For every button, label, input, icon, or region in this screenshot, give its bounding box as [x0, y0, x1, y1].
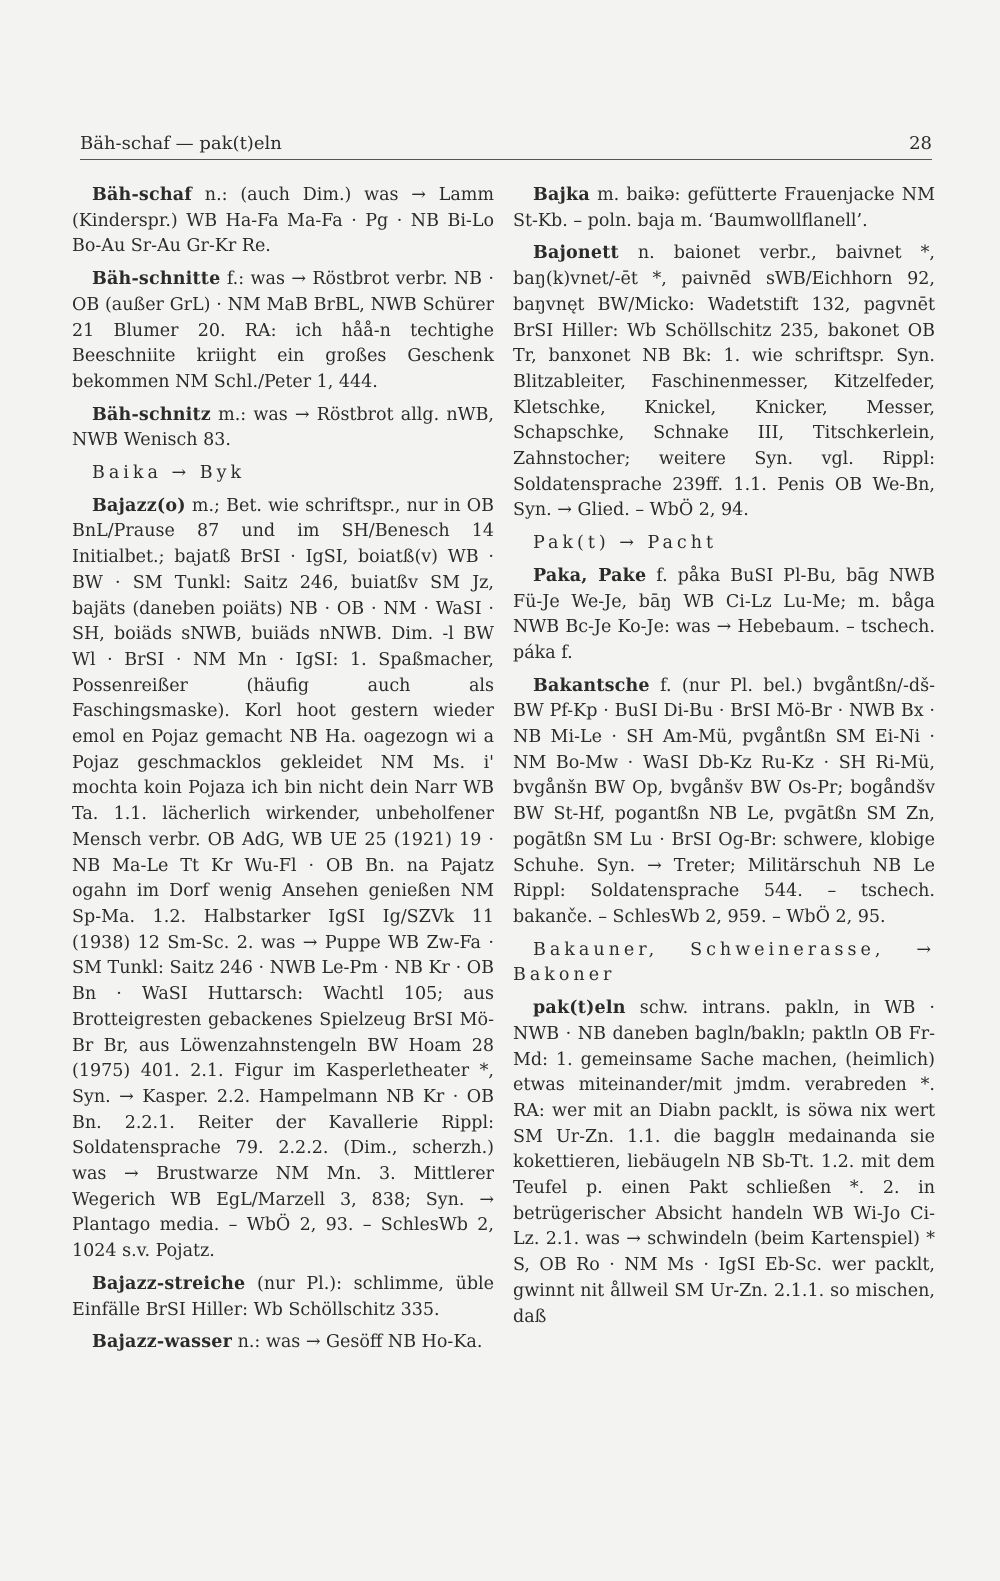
entry-headword: Bajazz-streiche [92, 1273, 246, 1294]
entry [513, 996, 935, 1330]
entry-headword: Bäh-schnitte [92, 269, 221, 290]
entry [72, 403, 494, 454]
entry-headword: Bajazz(o) [92, 495, 186, 516]
entry-text: schw. intrans. pakln, in WB · NWB · NB daneben bagln/bakln; paktln OB Fr-Md: 1. gemeinsame Sache machen, (heimlich) etwas miteinander/mit jmdm. verabreden *. RA: wer mit an Diabn packlt, is söwa nix wert SM Ur-Zn. 1.1. die bagglн medainanda sie kokettieren, liebäugeln NB Sb-Tt. 1.2. mit dem Teufel p. einen Pakt schließen *. 2. in betrügerischer Absicht handeln WB Wi-Jo Ci-Lz. 2.1. was → schwindeln (beim Kartenspiel) * S, OB Ro · NM Ms · IgSI Eb-Sc. wer packlt, gwinnt nit ållweil SM Ur-Zn. 2.1.1. so mischen, daß [513, 998, 935, 1327]
page-number: 28 [909, 133, 932, 154]
entry [72, 1330, 494, 1356]
entry-text: f. (nur Pl. bel.) bvgåntßn/-dš- BW Pf-Kp · BuSI Di-Bu · BrSI Mö-Br · NWB Bx · NB Mi-Le · SH Am-Mü, pvgåntßn SM Ei-Ni · NM Bo-Mw · WaSI Db-Kz Ru-Kz · SH Ri-Mü, bvgånšn BW Op, bvgånšv BW Os-Pr; bogåndšv BW St-Hf, pogantßn NB Le, pvgātßn SM Zn, pogātßn SM Lu · BrSI Og-Br: schwere, klobige Schuhe. Syn. → Treter; Militärschuh NB Le Rippl: Soldatensprache 544. – tschech. bakanče. – SchlesWb 2, 959. – WbÖ 2, 95. [513, 675, 935, 927]
entry-text: n.: (auch Dim.) was → Lamm (Kinderspr.) WB Ha-Fa Ma-Fa · Pg · NB Bi-Lo Bo-Au Sr-Au Gr-Kr Re. [72, 185, 494, 257]
entry-headword: Bäh-schnitz [92, 404, 211, 425]
cross-reference [513, 938, 935, 989]
entry-headword: Bäh-schaf [92, 185, 193, 205]
entry-text: m.; Bet. wie schriftspr., nur in OB BnL/Prause 87 und im SH/Benesch 14 Initialbet.; bajatß BrSI · IgSI, boiatß(v) WB · BW · SM Tunkl: Saitz 246, buiatßv SM Jz, bajäts (daneben poiäts) NB · OB · NM · WaSI · SH, boiäds sNWB, buiäds nNWB. Dim. -l BW Wl · BrSI · NM Mn · IgSI: 1. Spaßmacher, Possenreißer (häufig auch als Faschingsmaske). Korl hoot gestern wieder emol en Pojaz gemacht NB Ha. oagezogn wi a Pojaz geschmacklos gekleidet NM Ms. i' mochta koin Pojaza ich bin nicht dein Narr WB Ta. 1.1. lächerlich wirkender, unbeholfener Mensch verbr. OB AdG, WB UE 25 (1921) 19 · NB Ma-Le Tt Kr Wu-Fl · OB Bn. na Pajatz ogahn im Dorf wenig Ansehen genießen NM Sp-Ma. 1.2. Halbstarker IgSI Ig/SZVk 11 (1938) 12 Sm-Sc. 2. was → Puppe WB Zw-Fa · SM Tunkl: Saitz 246 · NWB Le-Pm · NB Kr · OB Bn · WaSI Huttarsch: Wachtl 105; aus Brotteigresten gebackenes Spielzeug BrSI Mö-Br Br, aus Löwenzahnstengeln BW Hoam 28 (1975) 401. 2.1. Figur im Kasperletheater *, Syn. → Kasper. 2.2. Hampelmann NB Kr · OB Bn. 2.2.1. Reiter der Kavallerie Rippl: Soldatensprache 79. 2.2.2. (Dim., scherzh.) was → Brustwarze NM Mn. 3. Mittlerer Wegerich WB EgL/Marzell 3, 838; Syn. → Plantago media. – WbÖ 2, 93. – SchlesWb 2, 1024 s.v. Pojatz. [72, 495, 494, 1262]
entry-text: f.: was → Röstbrot verbr. NB · OB (außer GrL) · NM MaB BrBL, NWB Schürer 21 Blumer 20. RA: ich håå-n techtighe Beeschniite kriight ein großes Geschenk bekommen NM Schl./Peter 1, 444. [72, 269, 494, 392]
entry [513, 564, 935, 667]
entry [72, 267, 494, 396]
entry-text: n. baionet verbr., baivnet *, baŋ(k)vnet/-ēt *, paivnēd sWB/Eichhorn 92, baŋvnęt BW/Micko: Wadetstift 132, pagvnēt BrSI Hiller: Wb Schöllschitz 235, bakonet OB Tr, banxonet NB Bk: 1. wie schriftspr. Syn. Blitzableiter, Faschinenmesser, Kitzelfeder, Kletschke, Knickel, Knicker, Messer, Schapschke, Schnake III, Titschkerlein, Zahnstocher; weitere Syn. vgl. Rippl: Soldatensprache 239ff. 1.1. Penis OB We-Bn, Syn. → Glied. – WbÖ 2, 94. [513, 243, 935, 521]
entry-headword: Bajka [533, 185, 590, 205]
cross-reference [72, 461, 494, 487]
entry [513, 241, 935, 524]
entry-text: n.: was → Gesöff NB Ho-Ka. [232, 1332, 483, 1353]
entry [72, 183, 494, 260]
entry-headword: Bajonett [533, 243, 619, 264]
entry-text: m. baikə: gefütterte Frauenjacke NM St-Kb. – poln. baja m. ‘Baumwollflanell’. [513, 185, 935, 231]
entry-headword: Paka, Pake [533, 565, 647, 586]
entry [513, 674, 935, 931]
entry [72, 494, 494, 1265]
entry-headword: pak(t)eln [533, 998, 626, 1019]
entry [72, 1272, 494, 1323]
cross-reference [513, 531, 935, 557]
entry-headword: Bajazz-wasser [92, 1332, 233, 1353]
entry-text: f. påka BuSI Pl-Bu, bāg NWB Fü-Je We-Je, bāŋ WB Ci-Lz Lu-Me; m. båga NWB Bc-Je Ko-Je: was → Hebebaum. – tschech. páka f. [513, 565, 936, 663]
running-title: Bäh-schaf — pak(t)eln [80, 133, 282, 154]
entry-text: Baika → Byk [92, 463, 246, 484]
entry [513, 183, 935, 234]
entry-text: Pak(t) → Pacht [533, 533, 718, 554]
entry-text: (nur Pl.): schlimme, üble Einfälle BrSI Hiller: Wb Schöllschitz 335. [72, 1273, 494, 1320]
running-header [80, 133, 932, 160]
entry-text: Bakauner, Schweinerasse, → Bakoner [513, 939, 935, 986]
right-column [513, 183, 935, 1337]
entry-text: m.: was → Röstbrot allg. nWB, NWB Wenisch 83. [72, 404, 494, 451]
entry-headword: Bakantsche [533, 675, 650, 696]
left-column [72, 183, 494, 1363]
